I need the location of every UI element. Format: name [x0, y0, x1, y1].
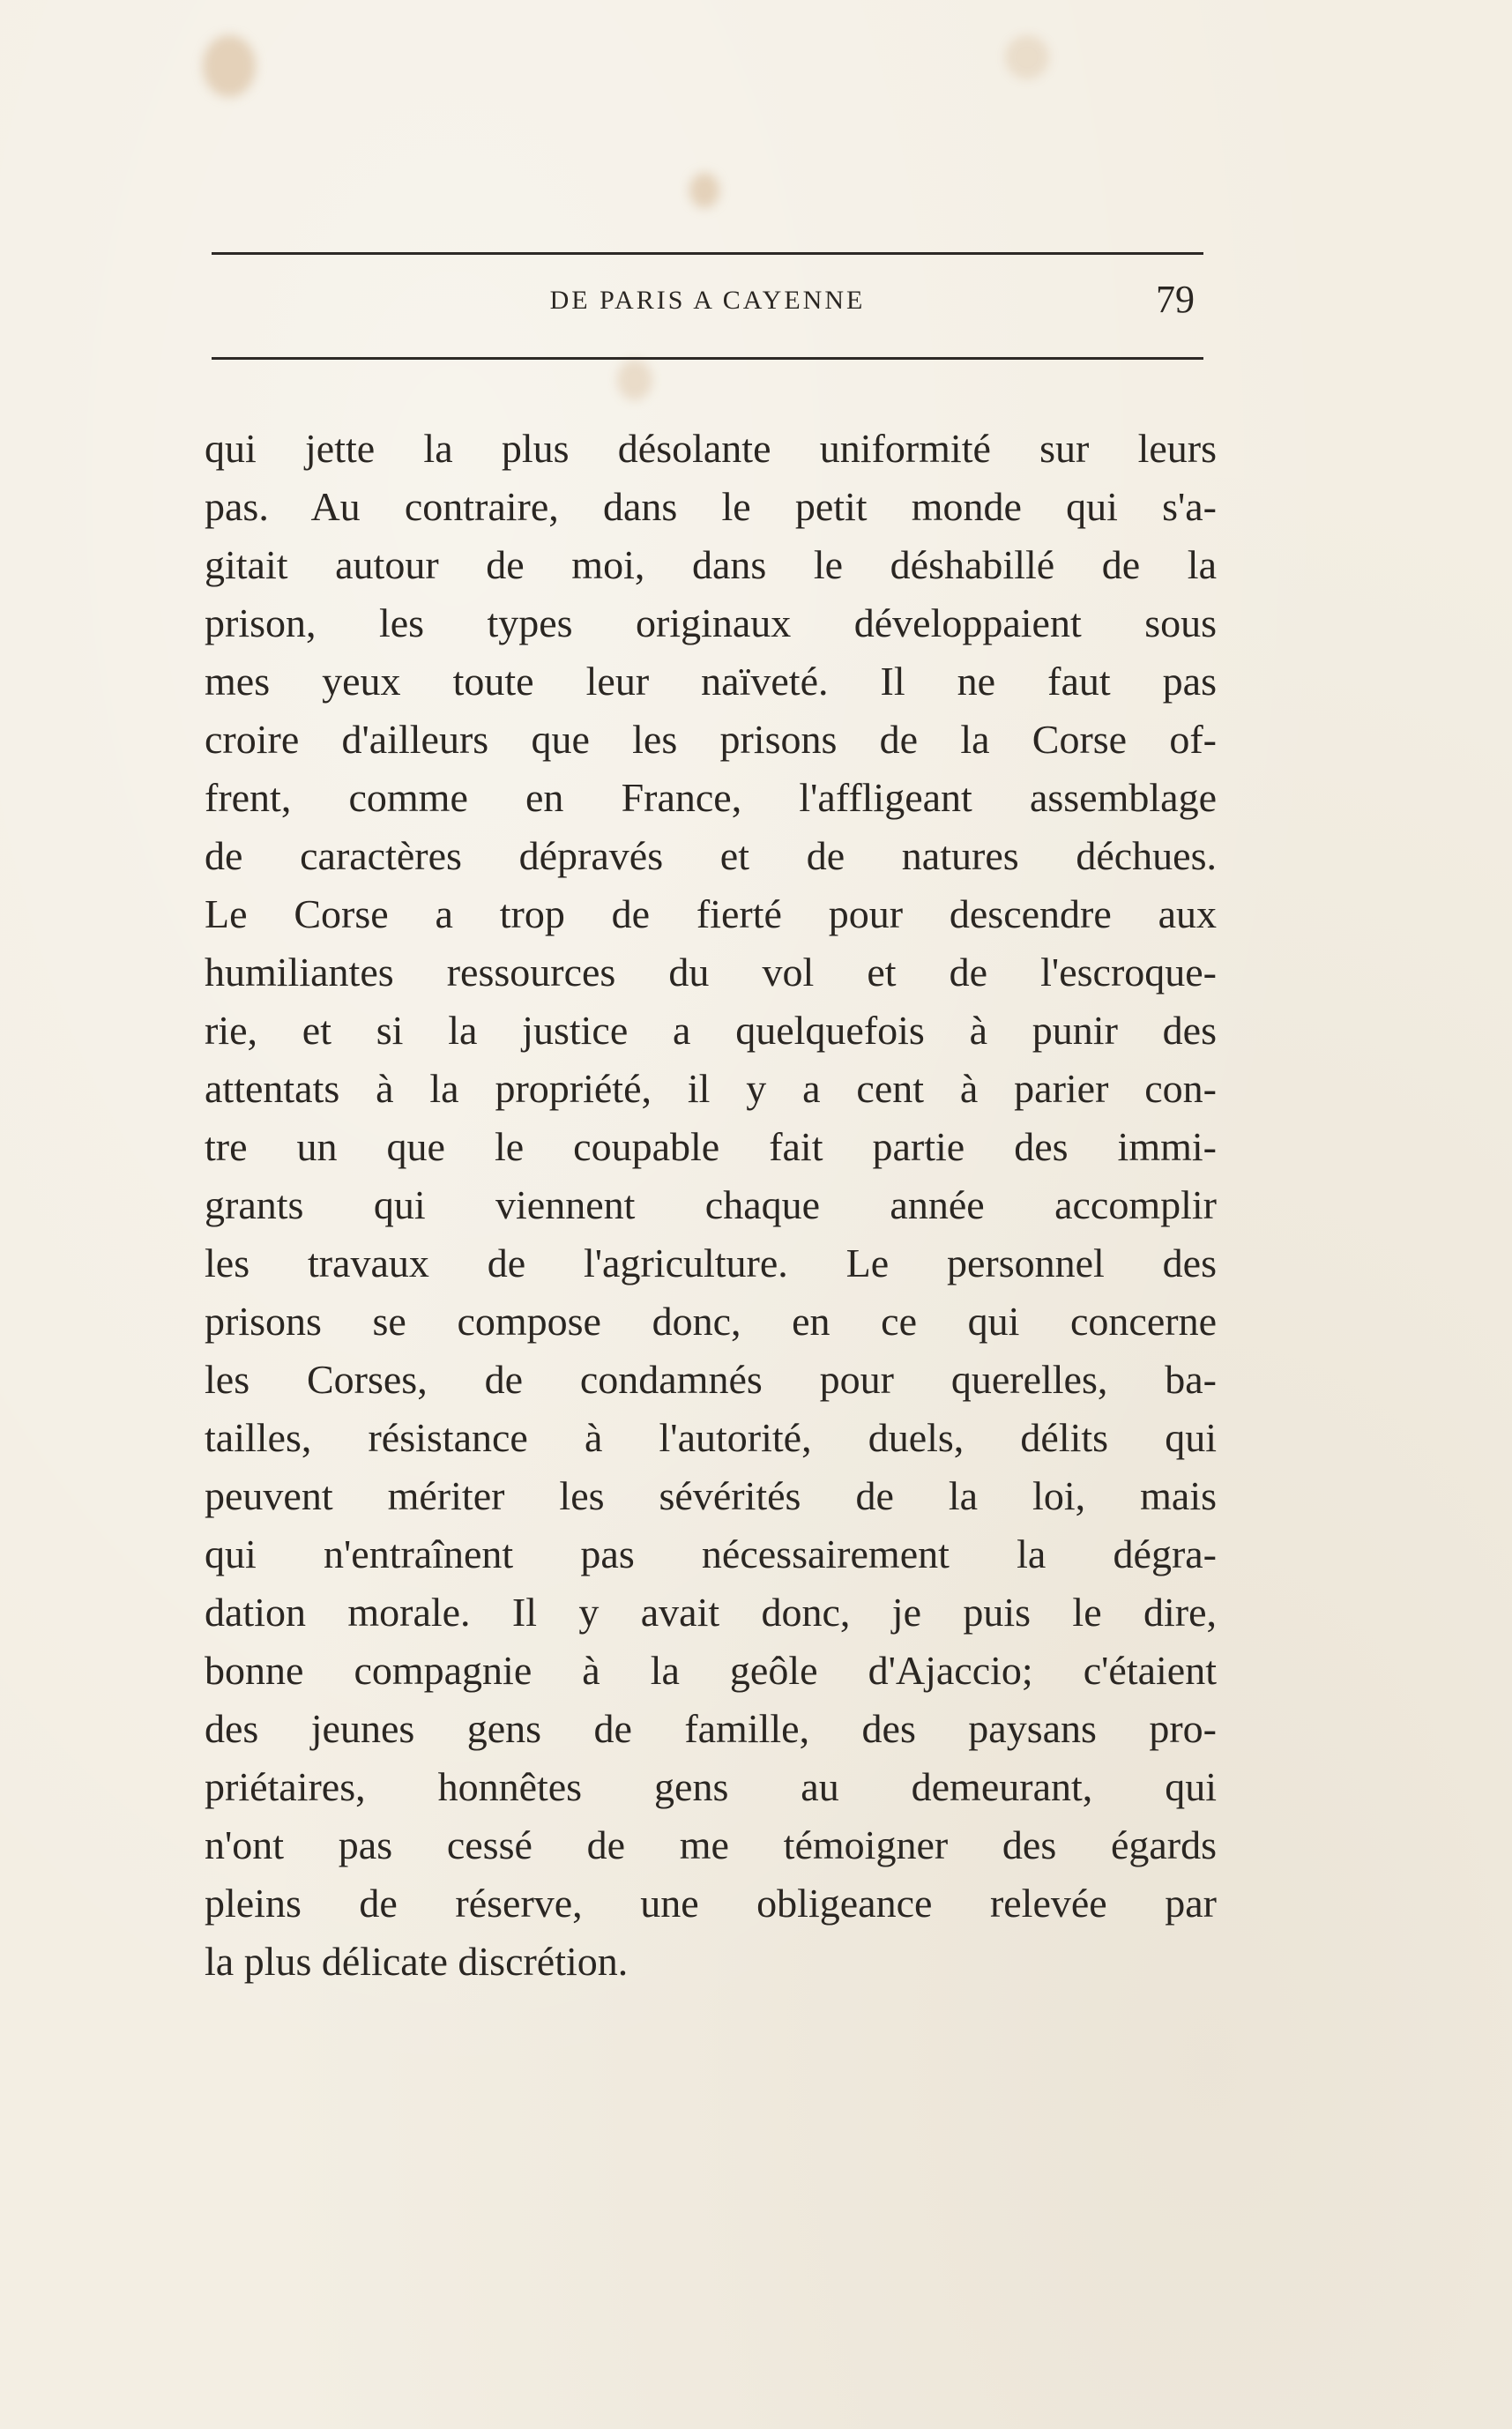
- body-text: [205, 420, 1217, 1991]
- text-line: prisons se compose donc, en ce qui concerne: [205, 1299, 1217, 1344]
- text-line: gitait autour de moi, dans le déshabillé de la: [205, 542, 1217, 587]
- paper-stain: [617, 360, 652, 400]
- paper-stain: [203, 35, 256, 97]
- paper-stain: [1005, 35, 1049, 79]
- text-line: rie, et si la justice a quelquefois à punir des: [205, 1008, 1217, 1053]
- text-line: bonne compagnie à la geôle d'Ajaccio; c'étaient: [205, 1648, 1217, 1693]
- text-line: frent, comme en France, l'affligeant assemblage: [205, 775, 1217, 820]
- paper-stain: [689, 173, 719, 208]
- text-line: tre un que le coupable fait partie des immi-: [205, 1124, 1217, 1169]
- text-line: pas. Au contraire, dans le petit monde qui s'a-: [205, 484, 1217, 529]
- text-line: Le Corse a trop de fierté pour descendre aux: [205, 891, 1217, 936]
- running-title: DE PARIS A CAYENNE: [549, 286, 866, 315]
- text-line: de caractères dépravés et de natures déchues.: [205, 833, 1217, 878]
- text-line: peuvent mériter les sévérités de la loi, mais: [205, 1473, 1217, 1518]
- text-line: mes yeux toute leur naïveté. Il ne faut pas: [205, 659, 1217, 704]
- text-line: dation morale. Il y avait donc, je puis le dire,: [205, 1590, 1217, 1635]
- text-line: qui jette la plus désolante uniformité sur leurs: [205, 426, 1217, 471]
- running-head: [212, 277, 1203, 339]
- text-line: prison, les types originaux développaient sous: [205, 600, 1217, 645]
- text-line: grants qui viennent chaque année accomplir: [205, 1182, 1217, 1227]
- text-line: pleins de réserve, une obligeance relevée par: [205, 1881, 1217, 1926]
- text-line: croire d'ailleurs que les prisons de la Corse of-: [205, 717, 1217, 762]
- page-number: 79: [1156, 278, 1195, 321]
- text-line: attentats à la propriété, il y a cent à parier con-: [205, 1066, 1217, 1111]
- text-line: les travaux de l'agriculture. Le personnel des: [205, 1241, 1217, 1285]
- text-line: humiliantes ressources du vol et de l'escroque-: [205, 950, 1217, 995]
- text-line: n'ont pas cessé de me témoigner des égards: [205, 1822, 1217, 1867]
- header-bottom-rule: [212, 357, 1203, 360]
- text-line: des jeunes gens de famille, des paysans pro-: [205, 1706, 1217, 1751]
- text-line: qui n'entraînent pas nécessairement la dégra-: [205, 1531, 1217, 1576]
- header-top-rule: [212, 252, 1203, 255]
- text-line: la plus délicate discrétion.: [205, 1939, 629, 1984]
- text-line: priétaires, honnêtes gens au demeurant, qui: [205, 1764, 1217, 1809]
- text-line: tailles, résistance à l'autorité, duels, délits qui: [205, 1415, 1217, 1460]
- text-line: les Corses, de condamnés pour querelles, ba-: [205, 1357, 1217, 1402]
